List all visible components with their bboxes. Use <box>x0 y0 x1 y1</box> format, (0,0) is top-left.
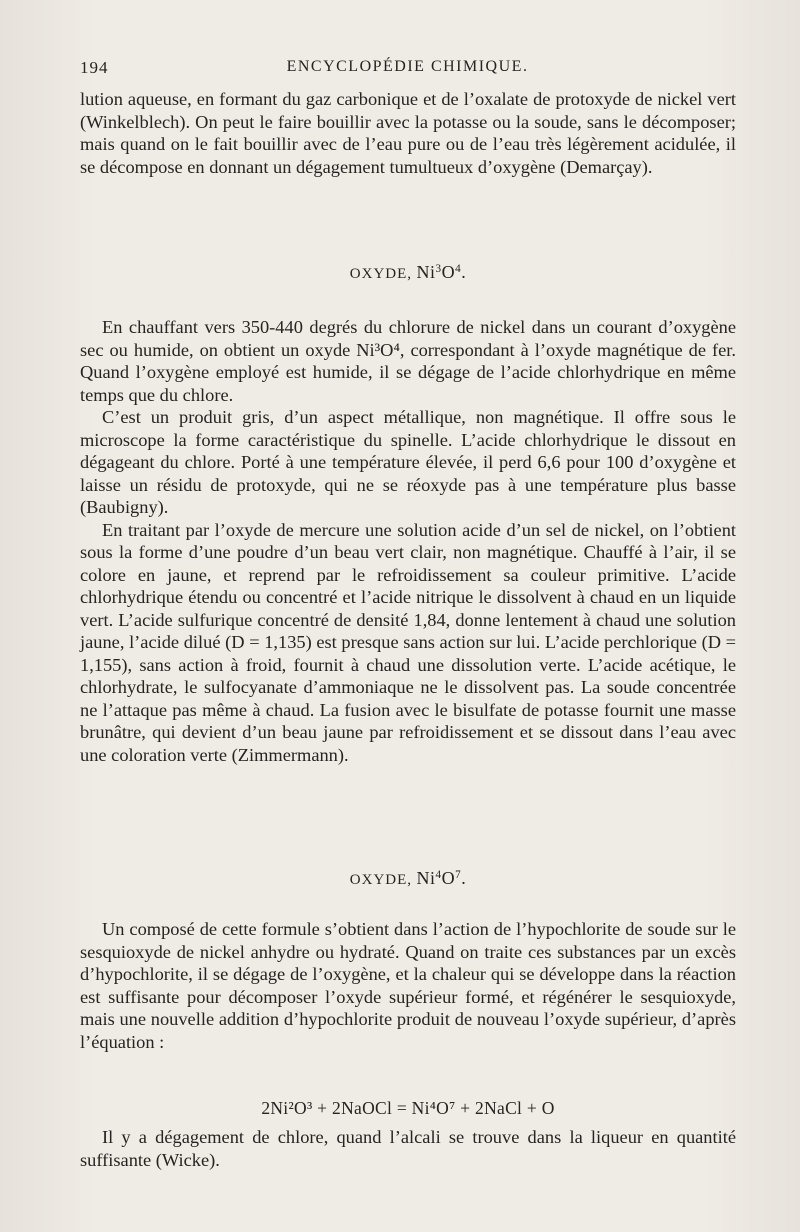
chemical-equation: 2Ni²O³ + 2NaOCl = Ni⁴O⁷ + 2NaCl + O <box>261 1098 555 1118</box>
paragraph: Il y a dégagement de chlore, quand l’alcali se trouve dans la liqueur en quantité suffisante (Wicke). <box>80 1127 736 1170</box>
heading-formula: $Ni^4O^7$. <box>416 868 467 888</box>
heading-keyword: OXYDE, <box>349 872 413 888</box>
section-heading-ni4o7 <box>80 868 736 889</box>
paragraph: lution aqueuse, en formant du gaz carbonique et de l’oxalate de protoxyde de nickel vert (Winkelblech). On peut le faire bouillir avec la potasse ou la soude, sans le décomposer; mais quand on le fait bouillir avec de l’eau pure ou de l’eau très légèrement acidulée, il se décompose en donnant un dégagement tumultueux d’oxygène (Demarçay). <box>80 89 736 177</box>
page-number: 194 <box>80 58 109 77</box>
paragraph: En traitant par l’oxyde de mercure une solution acide d’un sel de nickel, on l’obtient sous la forme d’une poudre d’un beau vert clair, non magnétique. Chauffé à l’air, il se colore en jaune, et reprend par le refroidissement sa couleur primitive. L’acide chlorhydrique étendu ou concentré et l’acide nitrique le dissolvent à chaud en un liquide vert. L’acide sulfurique concentré de densité 1,84, donne lentement à chaud une solution jaune, l’acide dilué (D = 1,135) est presque sans action sur lui. L’acide perchlorique (D = 1,155), sans action à froid, fournit à chaud une dissolution verte. L’acide acétique, le chlorhydrate, le sulfocyanate d’ammoniaque ne le dissolvent pas. La soude concentrée ne l’attaque pas même à chaud. La fusion avec le bisulfate de potasse fournit une masse brunâtre, qui devient d’un beau jaune par refroidissement et se dissout dans l’eau avec une coloration verte (Zimmermann). <box>80 519 736 765</box>
heading-keyword: OXYDE, <box>349 266 413 282</box>
paragraph: En chauffant vers 350-440 degrés du chlorure de nickel dans un courant d’oxygène sec ou humide, on obtient un oxyde Ni³O⁴, correspondant à l’oxyde magnétique de fer. Quand l’oxygène employé est humide, il se dégage de l’acide chlorhydrique en même temps que du chlore. <box>80 317 736 405</box>
closing-text-block <box>80 1126 736 1171</box>
page-header <box>80 58 735 84</box>
running-title: ENCYCLOPÉDIE CHIMIQUE. <box>286 58 529 75</box>
paragraph: Un composé de cette formule s’obtient dans l’action de l’hypochlorite de soude sur le sesquioxyde de nickel anhydre ou hydraté. Quand on traite ces substances par un excès d’hypochlorite, il se dégage de l’oxygène, et la chaleur qui se développe dans la réaction est suffisante pour décomposer l’oxyde supérieur formé, et régénérer le sesquioxyde, mais une nouvelle addition d’hypochlorite produit de nouveau l’oxyde supérieur, d’après l’équation : <box>80 919 736 1052</box>
ni4o7-text-block <box>80 918 736 1053</box>
section-heading-ni3o4 <box>80 262 736 283</box>
paragraph: C’est un produit gris, d’un aspect métallique, non magnétique. Il offre sous le microscope la forme caractéristique du spinelle. L’acide chlorhydrique le dissout en dégageant du chlore. Porté à une température élevée, il perd 6,6 pour 100 d’oxygène et laisse un résidu de protoxyde, qui ne se réoxyde pas à une température plus basse (Baubigny). <box>80 407 736 517</box>
heading-formula: $Ni^3O^4$. <box>416 262 467 282</box>
ni3o4-text-block <box>80 316 736 766</box>
opening-text-block <box>80 88 736 178</box>
